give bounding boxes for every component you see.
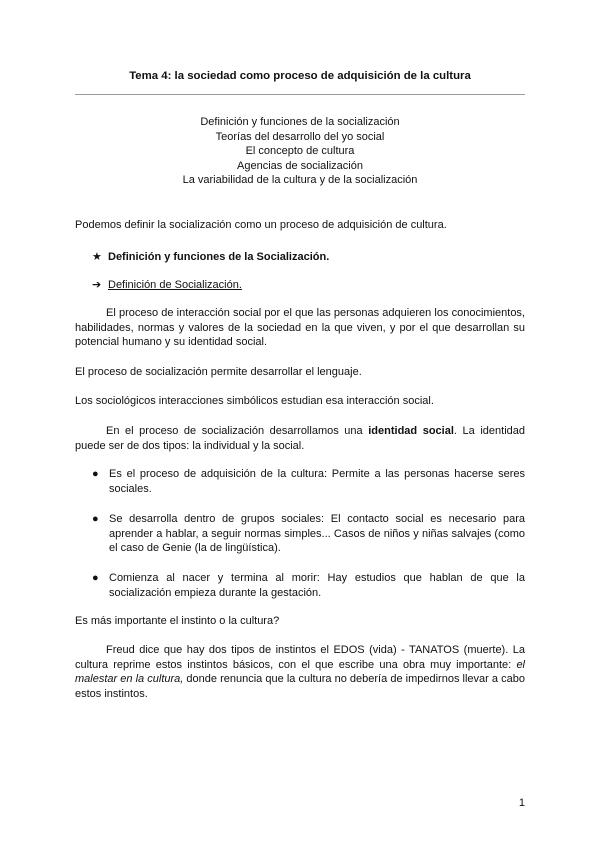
question-paragraph: Es más importante el instinto o la cultura?: [75, 615, 280, 627]
list-item-text: Se desarrolla dentro de grupos sociales: El contacto social es necesario para aprender a hablar, a seguir normas simples... Casos de niños y niñas salvajes (como el caso de Genie (la de lingüística).: [109, 513, 525, 555]
star-icon: ★: [92, 251, 102, 263]
document-title: Tema 4: la sociedad como proceso de adquisición de la cultura: [129, 70, 471, 82]
toc-item: El concepto de cultura: [245, 145, 355, 158]
subsection-heading: [92, 278, 242, 291]
freud-text-after: donde renuncia que la cultura no debería de impedirnos llevar a cabo estos instintos.: [75, 673, 525, 700]
book-title: el malestar en la cultura,: [75, 658, 525, 686]
arrow-right-icon: ➔: [92, 279, 102, 291]
page-number: 1: [518, 797, 525, 809]
subsection-heading-text: Definición de Socialización.: [108, 279, 242, 291]
definition-paragraph: El proceso de interacción social por el que las personas adquieren los conocimientos, habilidades, normas y valores de la sociedad en la que viven, y por el que desarrollan su potencial humano y su identidad social.: [75, 307, 525, 349]
list-item-text: Es el proceso de adquisición de la cultura: Permite a las personas hacerse seres sociales.: [109, 468, 525, 495]
bullet-icon: ●: [92, 572, 99, 584]
language-paragraph: El proceso de socialización permite desarrollar el lenguaje.: [75, 366, 362, 378]
list-item-text: Comienza al nacer y termina al morir: Hay estudios que hablan de que la socialización empieza durante la gestación.: [109, 572, 525, 599]
toc-item: La variabilidad de la cultura y de la socialización: [182, 174, 418, 187]
identity-text-after: . La identidad puede ser de dos tipos: la individual y la social.: [75, 425, 525, 452]
section-heading: [92, 250, 329, 263]
bullet-icon: ●: [92, 513, 99, 525]
identity-text-before: En el proceso de socialización desarrollamos una: [106, 425, 369, 437]
toc-item: Teorías del desarrollo del yo social: [215, 130, 385, 143]
table-of-contents: [75, 115, 525, 188]
list-item: [92, 512, 525, 556]
identity-paragraph: [75, 424, 525, 453]
intro-paragraph: Podemos definir la socialización como un proceso de adquisición de cultura.: [75, 219, 447, 231]
section-heading-text: Definición y funciones de la Socialización.: [108, 251, 330, 263]
freud-text-before: Freud dice que hay dos tipos de instintos el EDOS (vida) - TANATOS (muerte). La cultura reprime estos instintos básicos, con el que escribe una obra muy importante:: [75, 644, 525, 671]
freud-paragraph: [75, 643, 525, 701]
identity-term: identidad social: [368, 425, 454, 437]
toc-item: Agencias de socialización: [237, 159, 363, 172]
list-item: [92, 467, 525, 496]
list-item: [92, 571, 525, 600]
title-divider: [75, 94, 525, 95]
toc-item: Definición y funciones de la socialización: [200, 116, 400, 128]
interaction-paragraph: Los sociológicos interacciones simbólicos estudian esa interacción social.: [75, 395, 434, 407]
bullet-icon: ●: [92, 468, 99, 480]
